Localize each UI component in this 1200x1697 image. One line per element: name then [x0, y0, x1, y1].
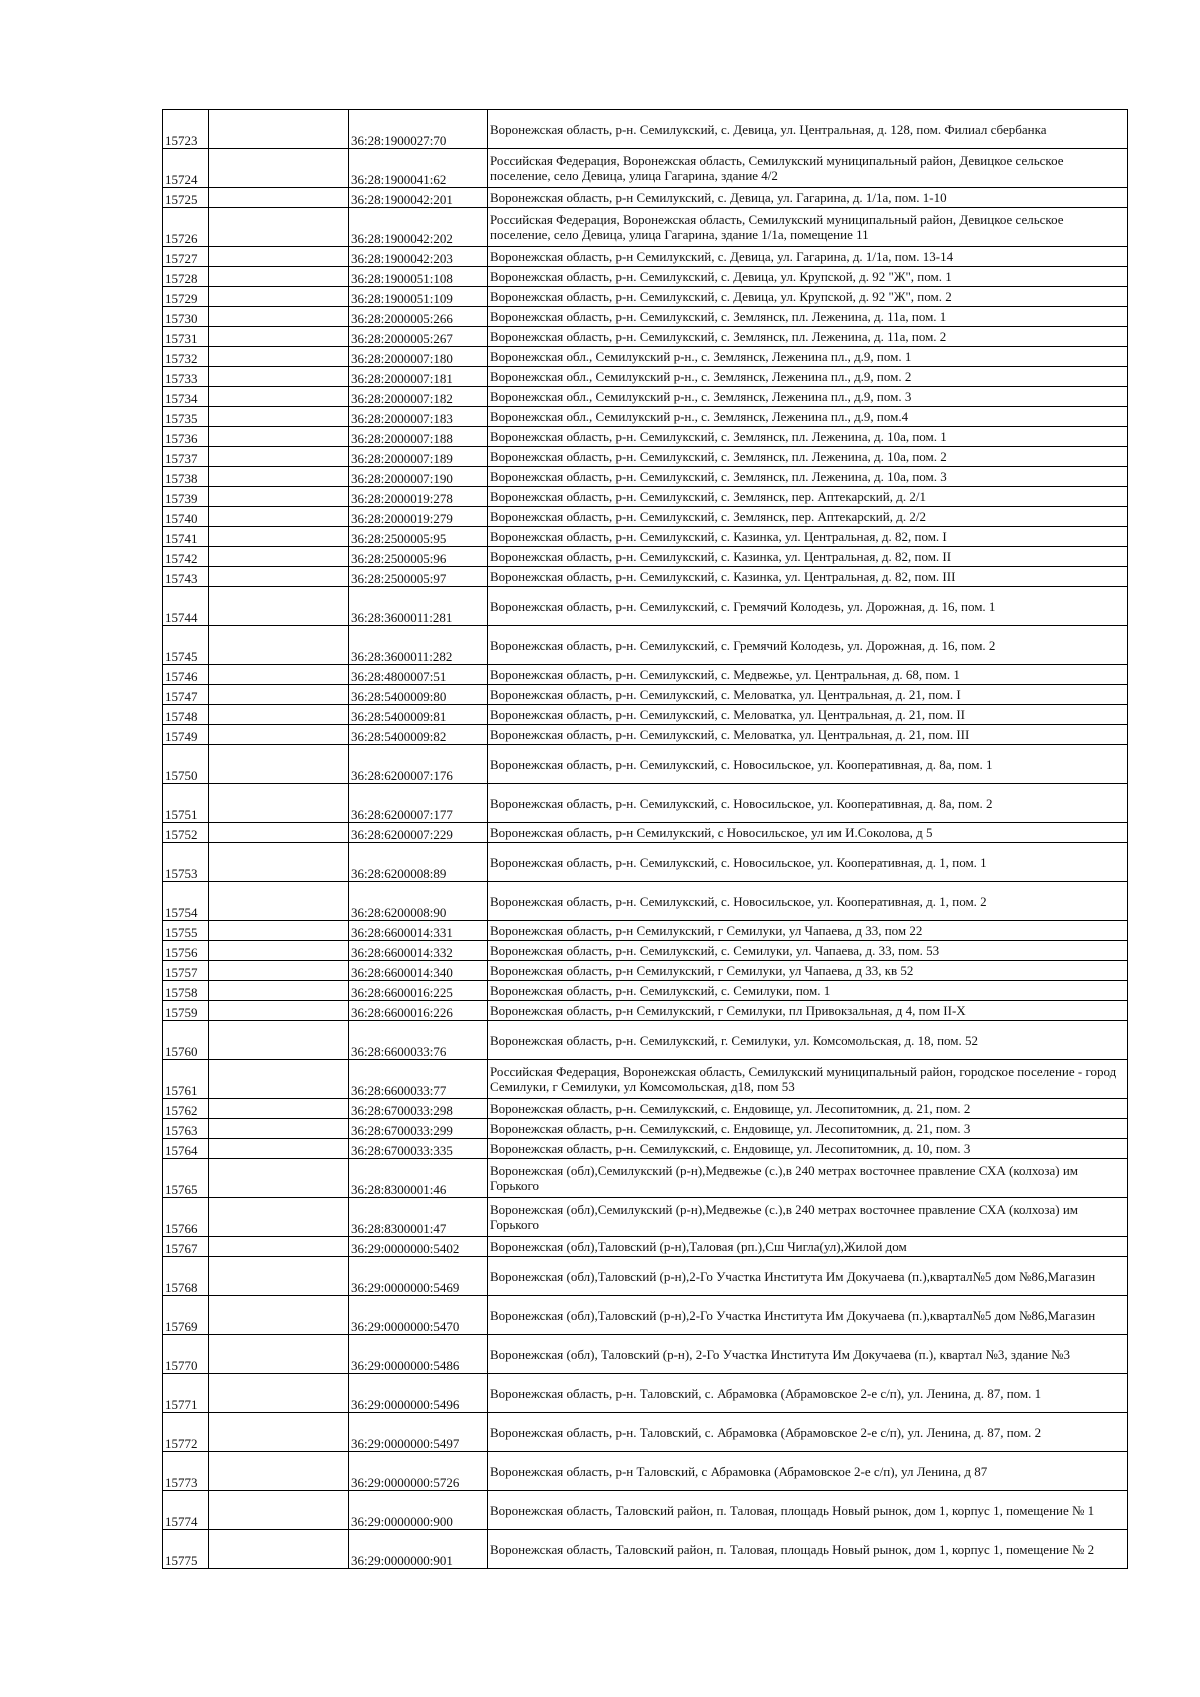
empty-cell: [209, 1119, 349, 1139]
row-number-cell: 15723: [163, 110, 209, 149]
address-cell: Воронежская область, р-н. Семилукский, с. Землянск, пл. Леженина, д. 11а, пом. 1: [488, 307, 1128, 327]
row-number-cell: 15742: [163, 547, 209, 567]
empty-cell: [209, 1159, 349, 1198]
address-cell: Воронежская область, р-н. Таловский, с. Абрамовка (Абрамовское 2-е с/п), ул. Ленина, д. 87, пом. 1: [488, 1374, 1128, 1413]
cadastral-number-cell: 36:28:2000005:266: [349, 307, 488, 327]
empty-cell: [209, 626, 349, 665]
table-row: [163, 725, 1128, 745]
row-number-cell: 15743: [163, 567, 209, 587]
empty-cell: [209, 110, 349, 149]
address-cell: Воронежская область, р-н. Семилукский, с. Меловатка, ул. Центральная, д. 21, пом. I: [488, 685, 1128, 705]
empty-cell: [209, 1374, 349, 1413]
table-row: [163, 547, 1128, 567]
cadastral-number-cell: 36:28:1900027:70: [349, 110, 488, 149]
cadastral-number-cell: 36:28:2000005:267: [349, 327, 488, 347]
cadastral-number-cell: 36:29:0000000:5496: [349, 1374, 488, 1413]
address-cell: Воронежская область, р-н. Семилукский, с. Землянск, пл. Леженина, д. 10а, пом. 1: [488, 427, 1128, 447]
table-row: [163, 961, 1128, 981]
empty-cell: [209, 547, 349, 567]
table-row: [163, 1413, 1128, 1452]
table-row: [163, 110, 1128, 149]
address-cell: Воронежская область, р-н. Семилукский, с. Семилуки, пом. 1: [488, 981, 1128, 1001]
table-row: [163, 784, 1128, 823]
table-row: [163, 665, 1128, 685]
table-row: [163, 941, 1128, 961]
cadastral-number-cell: 36:28:6600016:226: [349, 1001, 488, 1021]
row-number-cell: 15738: [163, 467, 209, 487]
empty-cell: [209, 1237, 349, 1257]
address-cell: Воронежская область, р-н. Семилукский, с. Медвежье, ул. Центральная, д. 68, пом. 1: [488, 665, 1128, 685]
address-cell: Воронежская область, р-н. Семилукский, с. Казинка, ул. Центральная, д. 82, пом. I: [488, 527, 1128, 547]
address-cell: Воронежская обл., Семилукский р-н., с. Землянск, Леженина пл., д.9, пом. 1: [488, 347, 1128, 367]
table-row: [163, 1374, 1128, 1413]
table-row: [163, 447, 1128, 467]
table-row: [163, 487, 1128, 507]
cadastral-number-cell: 36:29:0000000:901: [349, 1530, 488, 1569]
address-cell: Воронежская (обл), Таловский (р-н), 2-Го Участка Института Им Докучаева (п.), квартал №3, здание №3: [488, 1335, 1128, 1374]
address-cell: Российская Федерация, Воронежская область, Семилукский муниципальный район, Девицкое сельское поселение, село Девица, улица Гагарина, здание 1/1а, помещение 11: [488, 208, 1128, 247]
row-number-cell: 15724: [163, 149, 209, 188]
cadastral-number-cell: 36:28:6200007:176: [349, 745, 488, 784]
address-cell: Воронежская область, Таловский район, п. Таловая, площадь Новый рынок, дом 1, корпус 1, помещение № 2: [488, 1530, 1128, 1569]
empty-cell: [209, 685, 349, 705]
empty-cell: [209, 1060, 349, 1099]
address-cell: Воронежская (обл),Таловский (р-н),2-Го Участка Института Им Докучаева (п.),квартал№5 дом №86,Магазин: [488, 1296, 1128, 1335]
cadastral-number-cell: 36:29:0000000:5470: [349, 1296, 488, 1335]
table-row: [163, 1452, 1128, 1491]
row-number-cell: 15751: [163, 784, 209, 823]
address-cell: Воронежская область, р-н Семилукский, с. Девица, ул. Гагарина, д. 1/1а, пом. 1-10: [488, 188, 1128, 208]
table-row: [163, 882, 1128, 921]
address-cell: Воронежская область, р-н Семилукский, г Семилуки, пл Привокзальная, д 4, пом II-X: [488, 1001, 1128, 1021]
row-number-cell: 15771: [163, 1374, 209, 1413]
address-cell: Воронежская область, р-н. Семилукский, с. Ендовище, ул. Лесопитомник, д. 21, пом. 3: [488, 1119, 1128, 1139]
empty-cell: [209, 247, 349, 267]
row-number-cell: 15750: [163, 745, 209, 784]
address-cell: Воронежская область, р-н. Семилукский, с. Землянск, пер. Аптекарский, д. 2/1: [488, 487, 1128, 507]
cadastral-number-cell: 36:28:2000019:279: [349, 507, 488, 527]
row-number-cell: 15775: [163, 1530, 209, 1569]
address-cell: Воронежская обл., Семилукский р-н., с. Землянск, Леженина пл., д.9, пом. 3: [488, 387, 1128, 407]
row-number-cell: 15774: [163, 1491, 209, 1530]
empty-cell: [209, 267, 349, 287]
empty-cell: [209, 921, 349, 941]
cadastral-number-cell: 36:28:6200008:90: [349, 882, 488, 921]
empty-cell: [209, 387, 349, 407]
row-number-cell: 15744: [163, 587, 209, 626]
empty-cell: [209, 347, 349, 367]
empty-cell: [209, 882, 349, 921]
row-number-cell: 15740: [163, 507, 209, 527]
table-row: [163, 307, 1128, 327]
cadastral-number-cell: 36:28:6600033:76: [349, 1021, 488, 1060]
cadastral-number-cell: 36:28:2000007:181: [349, 367, 488, 387]
row-number-cell: 15764: [163, 1139, 209, 1159]
cadastral-number-cell: 36:28:6600014:332: [349, 941, 488, 961]
cadastral-number-cell: 36:28:1900042:201: [349, 188, 488, 208]
address-cell: Воронежская область, р-н. Семилукский, с. Новосильское, ул. Кооперативная, д. 8а, пом. 2: [488, 784, 1128, 823]
address-cell: Воронежская область, р-н. Семилукский, с. Меловатка, ул. Центральная, д. 21, пом. III: [488, 725, 1128, 745]
empty-cell: [209, 823, 349, 843]
table-row: [163, 1119, 1128, 1139]
row-number-cell: 15772: [163, 1413, 209, 1452]
row-number-cell: 15768: [163, 1257, 209, 1296]
cadastral-number-cell: 36:28:1900041:62: [349, 149, 488, 188]
empty-cell: [209, 427, 349, 447]
empty-cell: [209, 725, 349, 745]
table-body: [163, 110, 1128, 1569]
empty-cell: [209, 941, 349, 961]
empty-cell: [209, 705, 349, 725]
row-number-cell: 15748: [163, 705, 209, 725]
row-number-cell: 15730: [163, 307, 209, 327]
cadastral-number-cell: 36:28:6600014:340: [349, 961, 488, 981]
table-row: [163, 407, 1128, 427]
table-row: [163, 149, 1128, 188]
row-number-cell: 15766: [163, 1198, 209, 1237]
empty-cell: [209, 507, 349, 527]
address-cell: Воронежская (обл),Таловский (р-н),2-Го Участка Института Им Докучаева (п.),квартал№5 дом №86,Магазин: [488, 1257, 1128, 1296]
address-cell: Воронежская область, р-н. Семилукский, с. Землянск, пл. Леженина, д. 10а, пом. 2: [488, 447, 1128, 467]
cadastral-number-cell: 36:28:6200008:89: [349, 843, 488, 882]
table-row: [163, 1237, 1128, 1257]
empty-cell: [209, 1452, 349, 1491]
cadastral-number-cell: 36:28:3600011:281: [349, 587, 488, 626]
address-cell: Воронежская область, р-н. Семилукский, с. Новосильское, ул. Кооперативная, д. 1, пом. 2: [488, 882, 1128, 921]
row-number-cell: 15758: [163, 981, 209, 1001]
property-register-table: [162, 109, 1128, 1569]
empty-cell: [209, 665, 349, 685]
table-row: [163, 1159, 1128, 1198]
address-cell: Воронежская область, р-н Семилукский, г Семилуки, ул Чапаева, д 33, пом 22: [488, 921, 1128, 941]
cadastral-number-cell: 36:28:8300001:47: [349, 1198, 488, 1237]
row-number-cell: 15734: [163, 387, 209, 407]
cadastral-number-cell: 36:28:2500005:95: [349, 527, 488, 547]
row-number-cell: 15757: [163, 961, 209, 981]
row-number-cell: 15755: [163, 921, 209, 941]
address-cell: Воронежская область, р-н. Семилукский, с. Девица, ул. Крупской, д. 92 "Ж", пом. 2: [488, 287, 1128, 307]
address-cell: Воронежская область, р-н Семилукский, с Новосильское, ул им И.Соколова, д 5: [488, 823, 1128, 843]
empty-cell: [209, 587, 349, 626]
empty-cell: [209, 1001, 349, 1021]
row-number-cell: 15767: [163, 1237, 209, 1257]
cadastral-number-cell: 36:28:8300001:46: [349, 1159, 488, 1198]
row-number-cell: 15739: [163, 487, 209, 507]
row-number-cell: 15769: [163, 1296, 209, 1335]
empty-cell: [209, 961, 349, 981]
table-row: [163, 843, 1128, 882]
table-row: [163, 921, 1128, 941]
cadastral-number-cell: 36:28:6700033:299: [349, 1119, 488, 1139]
cadastral-number-cell: 36:29:0000000:5486: [349, 1335, 488, 1374]
empty-cell: [209, 567, 349, 587]
cadastral-number-cell: 36:28:2000007:188: [349, 427, 488, 447]
cadastral-number-cell: 36:28:5400009:80: [349, 685, 488, 705]
address-cell: Воронежская область, р-н. Семилукский, г. Семилуки, ул. Комсомольская, д. 18, пом. 52: [488, 1021, 1128, 1060]
empty-cell: [209, 1413, 349, 1452]
table-row: [163, 1021, 1128, 1060]
address-cell: Воронежская (обл),Таловский (р-н),Таловая (рп.),Сш Чигла(ул),Жилой дом: [488, 1237, 1128, 1257]
table-row: [163, 823, 1128, 843]
address-cell: Воронежская область, р-н Таловский, с Абрамовка (Абрамовское 2-е с/п), ул Ленина, д 87: [488, 1452, 1128, 1491]
table-row: [163, 705, 1128, 725]
row-number-cell: 15773: [163, 1452, 209, 1491]
row-number-cell: 15737: [163, 447, 209, 467]
row-number-cell: 15761: [163, 1060, 209, 1099]
row-number-cell: 15760: [163, 1021, 209, 1060]
cadastral-number-cell: 36:29:0000000:900: [349, 1491, 488, 1530]
table-row: [163, 327, 1128, 347]
row-number-cell: 15746: [163, 665, 209, 685]
empty-cell: [209, 1257, 349, 1296]
address-cell: Воронежская обл., Семилукский р-н., с. Землянск, Леженина пл., д.9, пом.4: [488, 407, 1128, 427]
row-number-cell: 15727: [163, 247, 209, 267]
row-number-cell: 15763: [163, 1119, 209, 1139]
table-row: [163, 208, 1128, 247]
empty-cell: [209, 1296, 349, 1335]
address-cell: Воронежская область, р-н. Семилукский, с. Девица, ул. Крупской, д. 92 "Ж", пом. 1: [488, 267, 1128, 287]
address-cell: Воронежская (обл),Семилукский (р-н),Медвежье (с.),в 240 метрах восточнее правление СХА (колхоза) им Горького: [488, 1159, 1128, 1198]
cadastral-number-cell: 36:28:1900051:108: [349, 267, 488, 287]
row-number-cell: 15756: [163, 941, 209, 961]
empty-cell: [209, 981, 349, 1001]
row-number-cell: 15770: [163, 1335, 209, 1374]
cadastral-number-cell: 36:28:6700033:335: [349, 1139, 488, 1159]
address-cell: Воронежская область, р-н Семилукский, с. Девица, ул. Гагарина, д. 1/1а, пом. 13-14: [488, 247, 1128, 267]
row-number-cell: 15754: [163, 882, 209, 921]
empty-cell: [209, 208, 349, 247]
table-row: [163, 1139, 1128, 1159]
address-cell: Российская Федерация, Воронежская область, Семилукский муниципальный район, городское поселение - город Семилуки, г Семилуки, ул Комсомольская, д18, пом 53: [488, 1060, 1128, 1099]
row-number-cell: 15741: [163, 527, 209, 547]
table-row: [163, 1198, 1128, 1237]
empty-cell: [209, 287, 349, 307]
empty-cell: [209, 447, 349, 467]
row-number-cell: 15728: [163, 267, 209, 287]
cadastral-number-cell: 36:28:2500005:96: [349, 547, 488, 567]
empty-cell: [209, 784, 349, 823]
table-row: [163, 287, 1128, 307]
row-number-cell: 15736: [163, 427, 209, 447]
empty-cell: [209, 487, 349, 507]
row-number-cell: 15749: [163, 725, 209, 745]
row-number-cell: 15735: [163, 407, 209, 427]
table-row: [163, 1060, 1128, 1099]
address-cell: Воронежская область, р-н. Семилукский, с. Землянск, пер. Аптекарский, д. 2/2: [488, 507, 1128, 527]
cadastral-number-cell: 36:28:3600011:282: [349, 626, 488, 665]
empty-cell: [209, 527, 349, 547]
address-cell: Воронежская область, р-н. Семилукский, с. Казинка, ул. Центральная, д. 82, пом. II: [488, 547, 1128, 567]
address-cell: Воронежская область, р-н. Семилукский, с. Землянск, пл. Леженина, д. 11а, пом. 2: [488, 327, 1128, 347]
address-cell: Воронежская (обл),Семилукский (р-н),Медвежье (с.),в 240 метрах восточнее правление СХА (колхоза) им Горького: [488, 1198, 1128, 1237]
cadastral-number-cell: 36:28:2000019:278: [349, 487, 488, 507]
address-cell: Воронежская область, р-н. Семилукский, с. Новосильское, ул. Кооперативная, д. 8а, пом. 1: [488, 745, 1128, 784]
row-number-cell: 15762: [163, 1099, 209, 1119]
cadastral-number-cell: 36:28:2500005:97: [349, 567, 488, 587]
table-row: [163, 1001, 1128, 1021]
address-cell: Воронежская область, р-н. Семилукский, с. Гремячий Колодезь, ул. Дорожная, д. 16, пом. 1: [488, 587, 1128, 626]
cadastral-number-cell: 36:28:2000007:190: [349, 467, 488, 487]
address-cell: Воронежская область, р-н. Семилукский, с. Казинка, ул. Центральная, д. 82, пом. III: [488, 567, 1128, 587]
empty-cell: [209, 1335, 349, 1374]
table-row: [163, 247, 1128, 267]
table-row: [163, 188, 1128, 208]
row-number-cell: 15759: [163, 1001, 209, 1021]
table-row: [163, 267, 1128, 287]
table-row: [163, 1257, 1128, 1296]
empty-cell: [209, 407, 349, 427]
row-number-cell: 15725: [163, 188, 209, 208]
address-cell: Воронежская область, Таловский район, п. Таловая, площадь Новый рынок, дом 1, корпус 1, помещение № 1: [488, 1491, 1128, 1530]
cadastral-number-cell: 36:28:1900042:203: [349, 247, 488, 267]
cadastral-number-cell: 36:28:6700033:298: [349, 1099, 488, 1119]
address-cell: Воронежская область, р-н. Семилукский, с. Новосильское, ул. Кооперативная, д. 1, пом. 1: [488, 843, 1128, 882]
table-row: [163, 981, 1128, 1001]
cadastral-number-cell: 36:29:0000000:5402: [349, 1237, 488, 1257]
table-row: [163, 527, 1128, 547]
empty-cell: [209, 327, 349, 347]
cadastral-number-cell: 36:28:5400009:81: [349, 705, 488, 725]
empty-cell: [209, 1139, 349, 1159]
table-row: [163, 1296, 1128, 1335]
row-number-cell: 15731: [163, 327, 209, 347]
cadastral-number-cell: 36:28:1900051:109: [349, 287, 488, 307]
row-number-cell: 15733: [163, 367, 209, 387]
cadastral-number-cell: 36:28:2000007:182: [349, 387, 488, 407]
address-cell: Воронежская область, р-н. Таловский, с. Абрамовка (Абрамовское 2-е с/п), ул. Ленина, д. 87, пом. 2: [488, 1413, 1128, 1452]
cadastral-number-cell: 36:28:6600016:225: [349, 981, 488, 1001]
empty-cell: [209, 307, 349, 327]
table-row: [163, 1491, 1128, 1530]
table-row: [163, 567, 1128, 587]
empty-cell: [209, 188, 349, 208]
row-number-cell: 15745: [163, 626, 209, 665]
empty-cell: [209, 467, 349, 487]
empty-cell: [209, 149, 349, 188]
table-row: [163, 745, 1128, 784]
empty-cell: [209, 1530, 349, 1569]
row-number-cell: 15726: [163, 208, 209, 247]
cadastral-number-cell: 36:29:0000000:5726: [349, 1452, 488, 1491]
address-cell: Воронежская область, р-н. Семилукский, с. Семилуки, ул. Чапаева, д. 33, пом. 53: [488, 941, 1128, 961]
table-row: [163, 1335, 1128, 1374]
empty-cell: [209, 843, 349, 882]
empty-cell: [209, 367, 349, 387]
row-number-cell: 15765: [163, 1159, 209, 1198]
cadastral-number-cell: 36:28:2000007:183: [349, 407, 488, 427]
cadastral-number-cell: 36:28:6600014:331: [349, 921, 488, 941]
address-cell: Воронежская область, р-н. Семилукский, с. Меловатка, ул. Центральная, д. 21, пом. II: [488, 705, 1128, 725]
table-row: [163, 367, 1128, 387]
table-row: [163, 507, 1128, 527]
empty-cell: [209, 745, 349, 784]
address-cell: Воронежская область, р-н. Семилукский, с. Ендовище, ул. Лесопитомник, д. 10, пом. 3: [488, 1139, 1128, 1159]
cadastral-number-cell: 36:28:1900042:202: [349, 208, 488, 247]
empty-cell: [209, 1491, 349, 1530]
cadastral-number-cell: 36:29:0000000:5497: [349, 1413, 488, 1452]
table-row: [163, 467, 1128, 487]
table-row: [163, 1530, 1128, 1569]
cadastral-number-cell: 36:28:4800007:51: [349, 665, 488, 685]
cadastral-number-cell: 36:28:5400009:82: [349, 725, 488, 745]
table-row: [163, 587, 1128, 626]
address-cell: Воронежская область, р-н. Семилукский, с. Девица, ул. Центральная, д. 128, пом. Филиал сбербанка: [488, 110, 1128, 149]
row-number-cell: 15732: [163, 347, 209, 367]
cadastral-number-cell: 36:29:0000000:5469: [349, 1257, 488, 1296]
row-number-cell: 15729: [163, 287, 209, 307]
cadastral-number-cell: 36:28:2000007:180: [349, 347, 488, 367]
empty-cell: [209, 1198, 349, 1237]
cadastral-number-cell: 36:28:6200007:177: [349, 784, 488, 823]
table-row: [163, 427, 1128, 447]
table-row: [163, 626, 1128, 665]
address-cell: Воронежская область, р-н. Семилукский, с. Гремячий Колодезь, ул. Дорожная, д. 16, пом. 2: [488, 626, 1128, 665]
row-number-cell: 15747: [163, 685, 209, 705]
address-cell: Воронежская область, р-н Семилукский, г Семилуки, ул Чапаева, д 33, кв 52: [488, 961, 1128, 981]
table-row: [163, 685, 1128, 705]
cadastral-number-cell: 36:28:6600033:77: [349, 1060, 488, 1099]
address-cell: Российская Федерация, Воронежская область, Семилукский муниципальный район, Девицкое сельское поселение, село Девица, улица Гагарина, здание 4/2: [488, 149, 1128, 188]
empty-cell: [209, 1099, 349, 1119]
address-cell: Воронежская область, р-н. Семилукский, с. Землянск, пл. Леженина, д. 10а, пом. 3: [488, 467, 1128, 487]
table-row: [163, 347, 1128, 367]
row-number-cell: 15752: [163, 823, 209, 843]
empty-cell: [209, 1021, 349, 1060]
cadastral-number-cell: 36:28:6200007:229: [349, 823, 488, 843]
address-cell: Воронежская обл., Семилукский р-н., с. Землянск, Леженина пл., д.9, пом. 2: [488, 367, 1128, 387]
table-row: [163, 387, 1128, 407]
cadastral-number-cell: 36:28:2000007:189: [349, 447, 488, 467]
address-cell: Воронежская область, р-н. Семилукский, с. Ендовище, ул. Лесопитомник, д. 21, пом. 2: [488, 1099, 1128, 1119]
table-row: [163, 1099, 1128, 1119]
row-number-cell: 15753: [163, 843, 209, 882]
